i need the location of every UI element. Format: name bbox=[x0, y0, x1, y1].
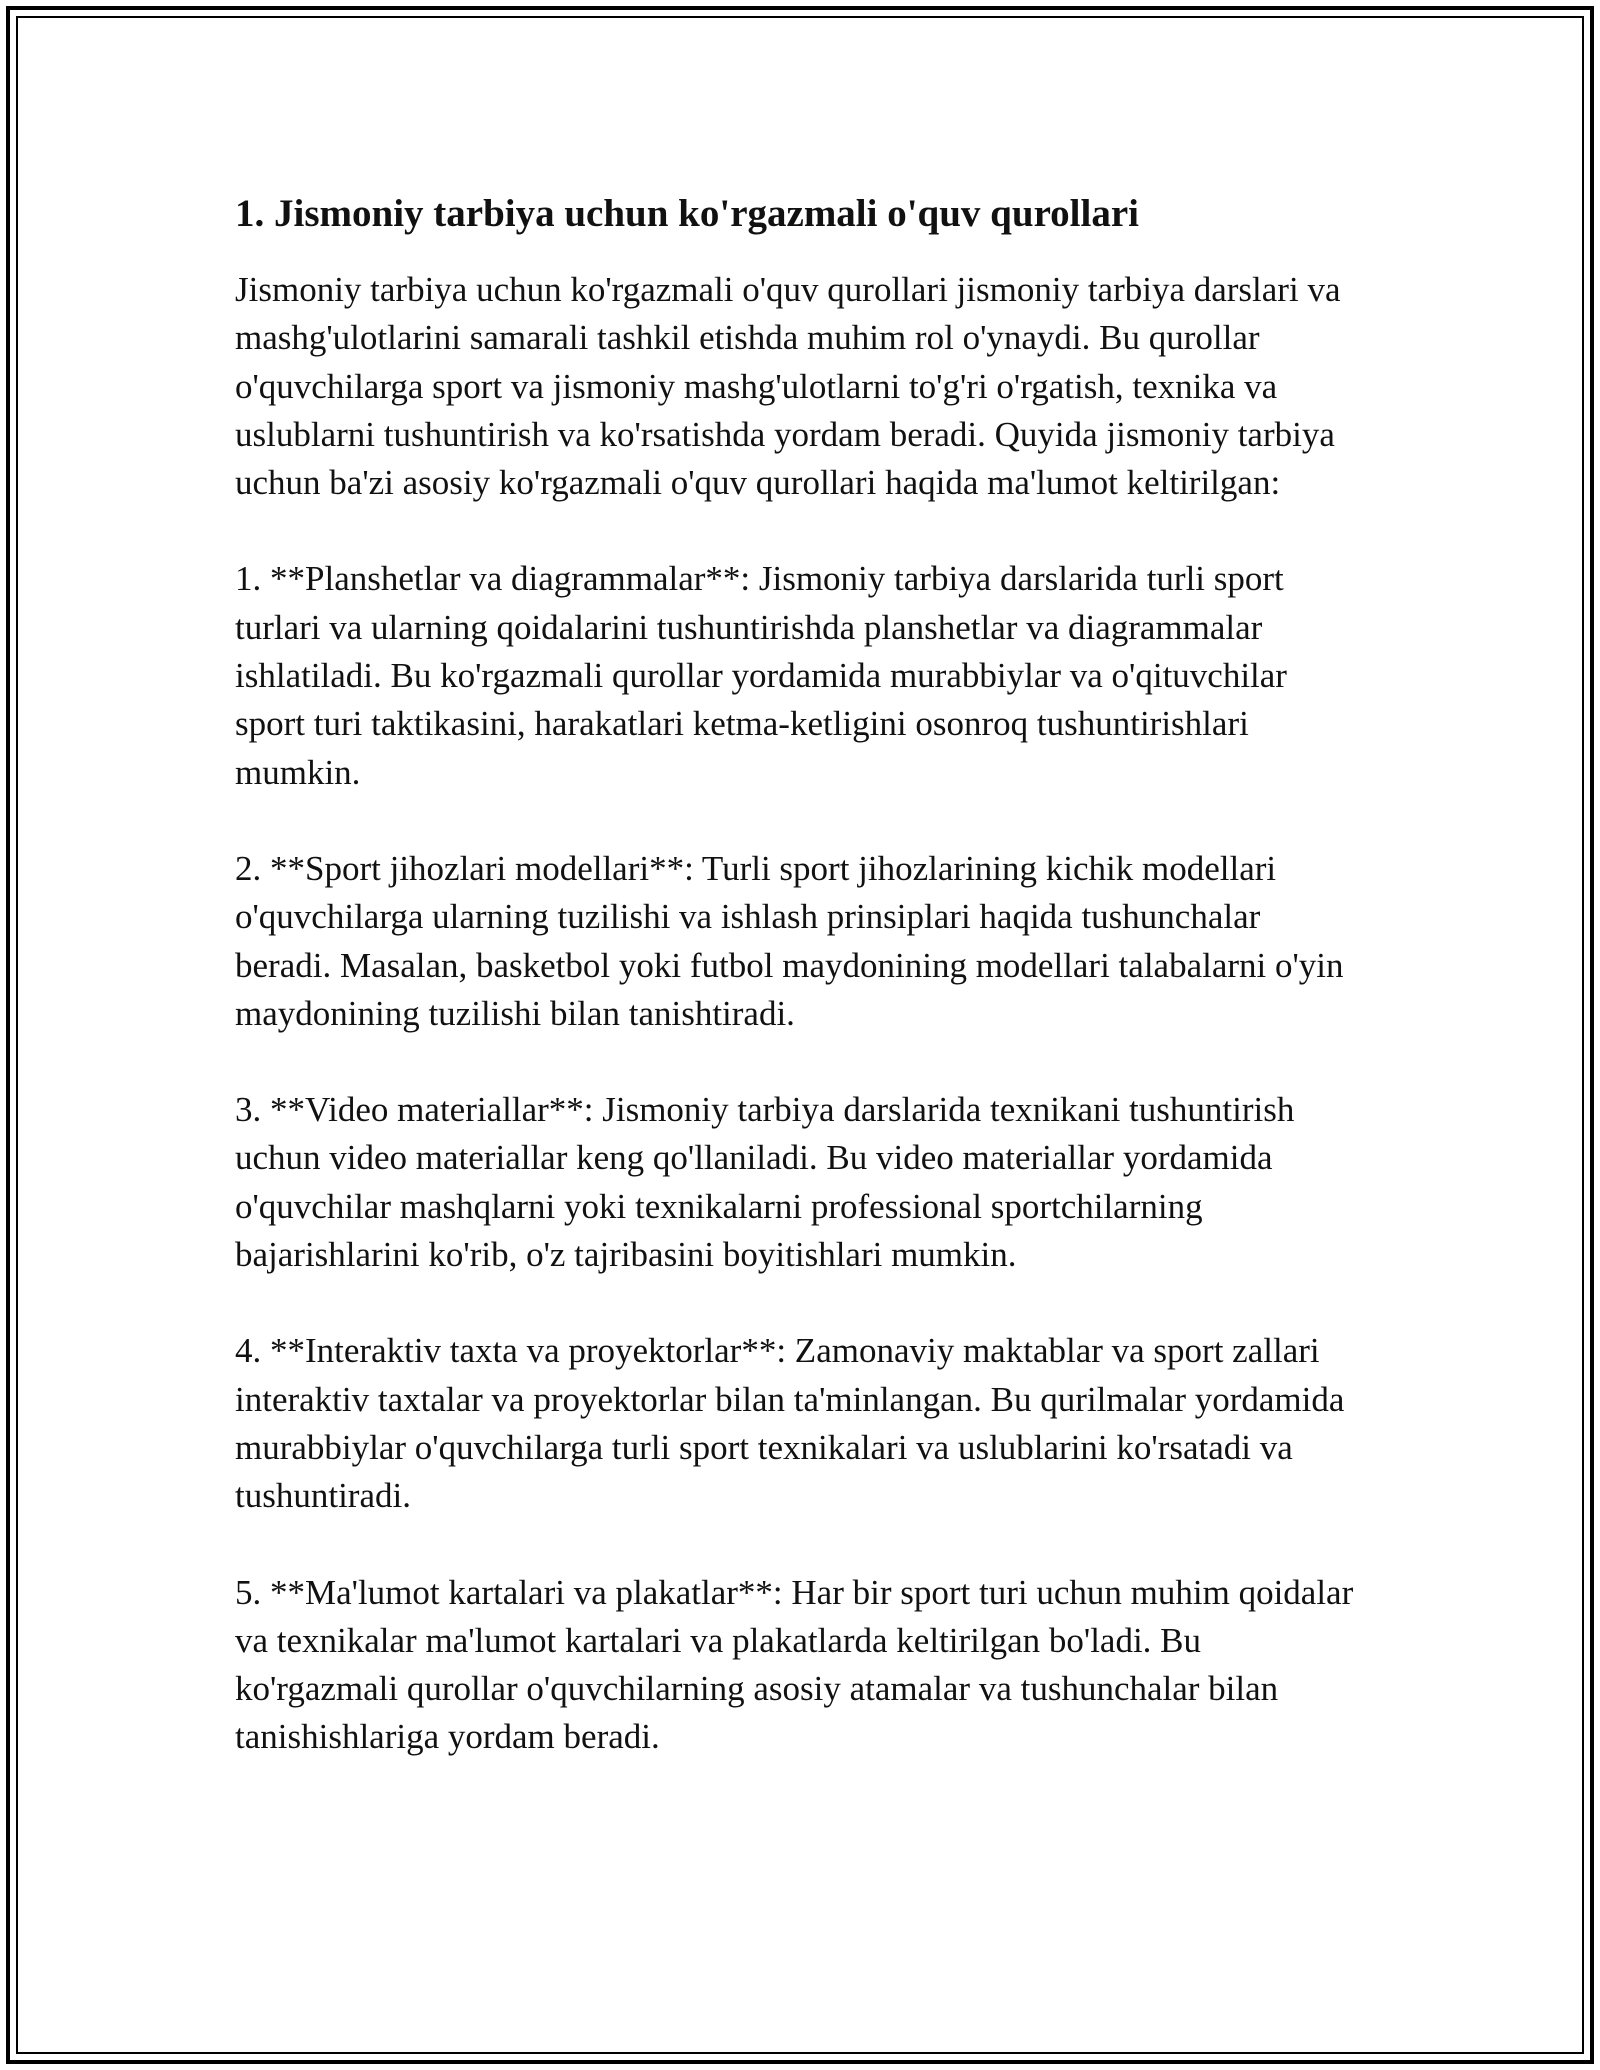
document-body bbox=[235, 188, 1365, 1810]
list-item: 5. **Ma'lumot kartalari va plakatlar**: Har bir sport turi uchun muhim qoidalar va texnikalar ma'lumot kartalari va plakatlarda keltirilgan bo'ladi. Bu ko'rgazmali qurollar o'quvchilarning asosiy atamalar va tushunchalar bilan tanishishlariga yordam beradi. bbox=[235, 1572, 1354, 1757]
document-title: 1. Jismoniy tarbiya uchun ko'rgazmali o'quv qurollari bbox=[235, 192, 1139, 235]
intro-paragraph: Jismoniy tarbiya uchun ko'rgazmali o'quv qurollari jismoniy tarbiya darslari va mashg'ulotlarini samarali tashkil etishda muhim rol o'ynaydi. Bu qurollar o'quvchilarga sport va jismoniy mashg'ulotlarni to'g'ri o'rgatish, texnika va uslublarni tushuntirish va ko'rsatishda yordam beradi. Quyida jismoniy tarbiya uchun ba'zi asosiy ko'rgazmali o'quv qurollari haqida ma'lumot keltirilgan: bbox=[235, 270, 1341, 503]
list-item: 1. **Planshetlar va diagrammalar**: Jismoniy tarbiya darslarida turli sport turlari va ularning qoidalarini tushuntirishda planshetlar va diagrammalar ishlatiladi. Bu ko'rgazmali qurollar yordamida murabbiylar va o'qituvchilar sport turi taktikasini, harakatlari ketma-ketligini osonroq tushuntirishlari mumkin. bbox=[235, 559, 1287, 792]
list-item: 3. **Video materiallar**: Jismoniy tarbiya darslarida texnikani tushuntirish uchun video materiallar keng qo'llaniladi. Bu video materiallar yordamida o'quvchilar mashqlarni yoki texnikalarni professional sportchilarning bajarishlarini ko'rib, o'z tajribasini boyitishlari mumkin. bbox=[235, 1090, 1295, 1275]
list-item: 2. **Sport jihozlari modellari**: Turli sport jihozlarining kichik modellari o'quvchilarga ularning tuzilishi va ishlash prinsiplari haqida tushunchalar beradi. Masalan, basketbol yoki futbol maydonining modellari talabalarni o'yin maydonining tuzilishi bilan tanishtiradi. bbox=[235, 848, 1344, 1033]
list-item: 4. **Interaktiv taxta va proyektorlar**: Zamonaviy maktablar va sport zallari interaktiv taxtalar va proyektorlar bilan ta'minlangan. Bu qurilmalar yordamida murabbiylar o'quvchilarga turli sport texnikalari va uslublarini ko'rsatadi va tushuntiradi. bbox=[235, 1331, 1345, 1516]
